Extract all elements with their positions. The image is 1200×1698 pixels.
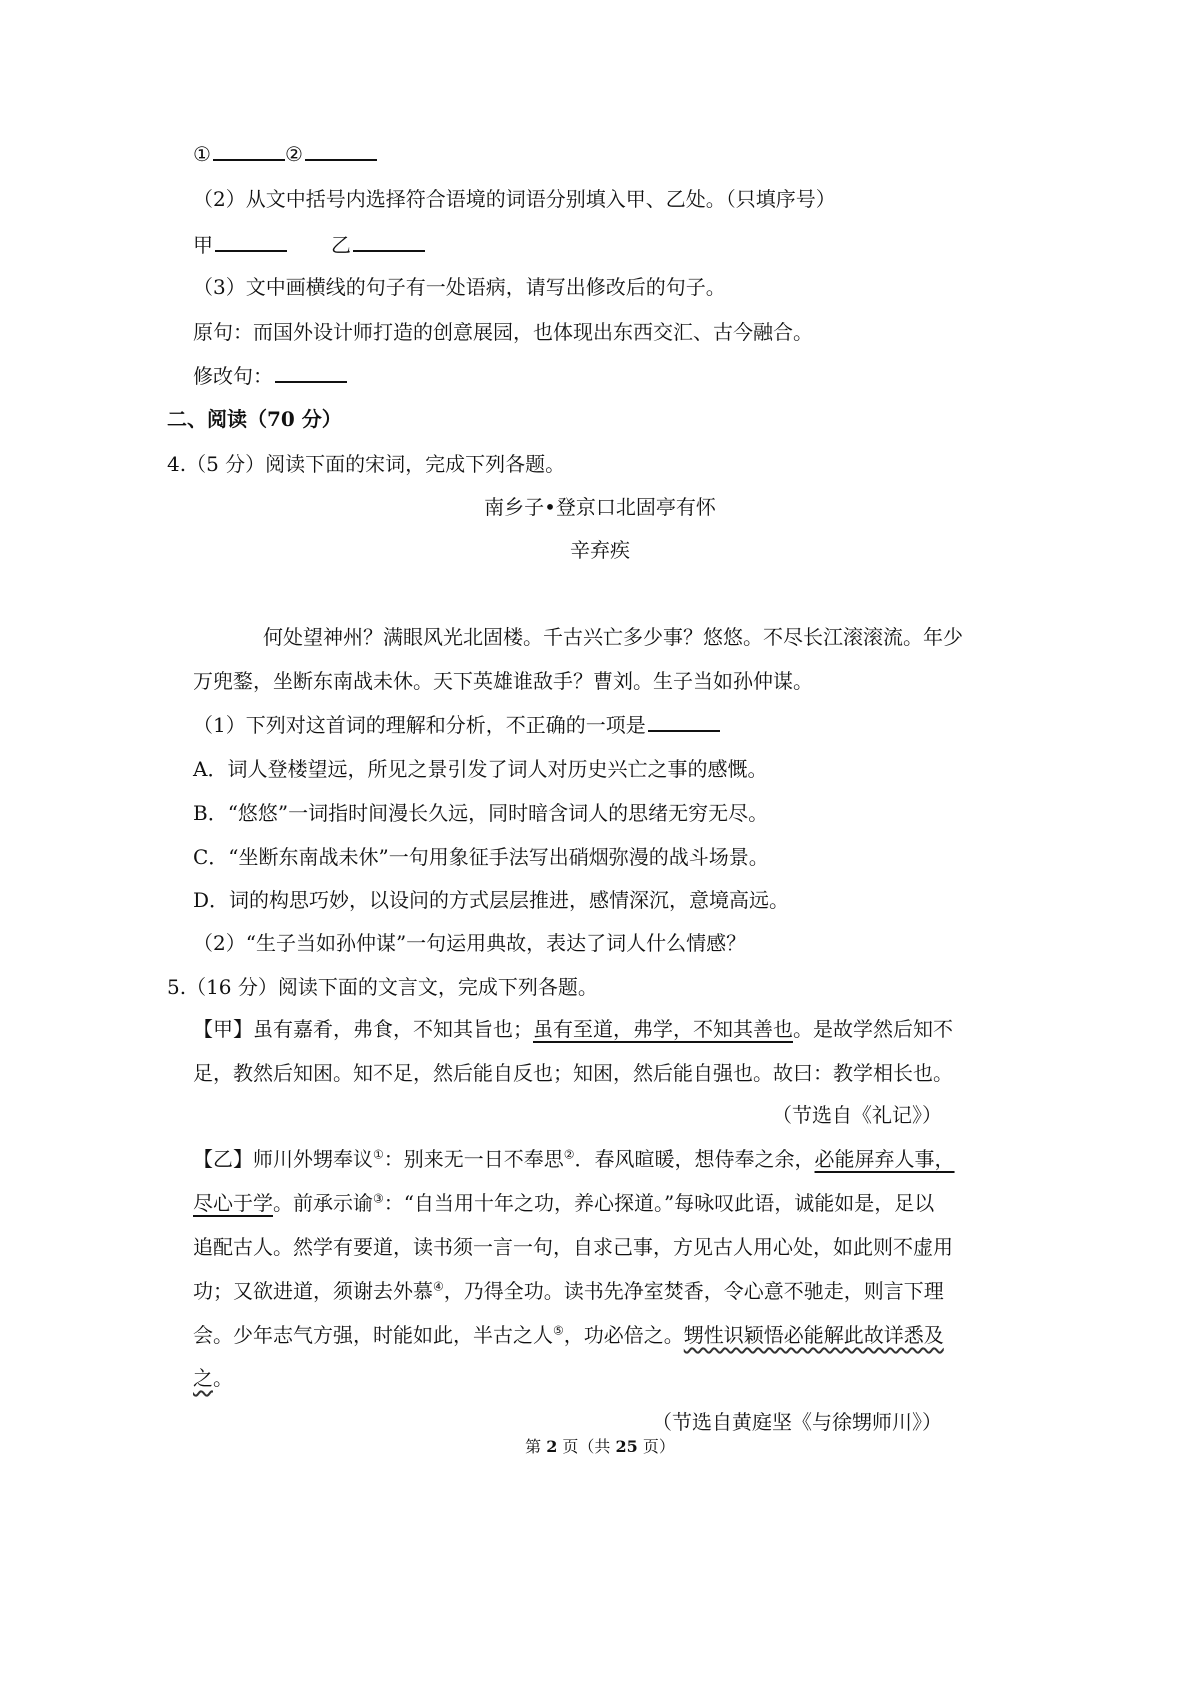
jia-text-a: 【甲】虽有嘉肴，弗食，不知其旨也； (193, 1017, 533, 1041)
question-3-3: （3）文中画横线的句子有一处语病，请写出修改后的句子。 (193, 275, 726, 299)
passage-jia-source: （节选自《礼记》） (772, 1103, 942, 1127)
yi-text: ，乃得全功。读书先净室焚香，令心意不驰走，则言下理 (443, 1279, 944, 1303)
yi-wavy-underlined-sentence: 之 (193, 1366, 213, 1390)
page-total: 25 (615, 1437, 638, 1456)
revised-sentence (193, 361, 347, 391)
yi-text: ．春风暄暖，想侍奉之余， (574, 1147, 815, 1171)
footnote-1: ① (373, 1147, 384, 1162)
passage-yi-line-4 (193, 1276, 944, 1306)
page-number: 2 (546, 1437, 558, 1456)
label-yi: 乙 (331, 233, 351, 257)
circle-1: ① (193, 142, 211, 166)
label-jia: 甲 (193, 233, 213, 257)
yi-underlined-sentence: 尽心于学 (193, 1191, 273, 1215)
footnote-2: ② (563, 1147, 575, 1162)
poem-line-2: 万兜鍪，坐断东南战未休。天下英雄谁敌手？曹刘。生子当如孙仲谋。 (193, 669, 813, 693)
question-4: 4.（5 分）阅读下面的宋词，完成下列各题。 (167, 452, 566, 476)
answer-blanks-2 (193, 230, 425, 260)
option-c: C．“坐断东南战未休”一句用象征手法写出硝烟弥漫的战斗场景。 (193, 845, 769, 869)
footer-text: 页（共 (557, 1437, 616, 1456)
passage-yi-line-3: 追配古人。然学有要道，读书须一言一句，自求己事，方见古人用心处，如此则不虚用 (193, 1235, 953, 1259)
passage-yi-source: （节选自黄庭坚《与徐甥师川》） (652, 1410, 942, 1434)
answer-blanks-1 (193, 139, 377, 169)
yi-underlined-sentence: 必能屏弃人事， (814, 1147, 955, 1171)
passage-jia-line-1 (193, 1014, 953, 1044)
blank-2[interactable] (305, 139, 377, 161)
option-d: D．词的构思巧妙，以设问的方式层层推进，感情深沉，意境高远。 (193, 888, 790, 912)
footnote-4: ④ (433, 1279, 444, 1294)
blank-yi[interactable] (353, 230, 425, 252)
poem-title: 南乡子•登京口北固亭有怀 (484, 495, 716, 519)
blank-1[interactable] (213, 139, 285, 161)
passage-yi-line-6 (193, 1363, 233, 1393)
yi-text: 功；又欲进道，须谢去外慕 (193, 1279, 433, 1303)
question-4-2: （2）“生子当如孙仲谋”一句运用典故，表达了词人什么情感？ (193, 931, 747, 955)
question-4-1-text: （1）下列对这首词的理解和分析，不正确的一项是 (193, 713, 646, 737)
question-4-1 (193, 710, 720, 740)
yi-text: 【乙】师川外甥奉议 (193, 1147, 373, 1171)
option-a: A．词人登楼望远，所见之景引发了词人对历史兴亡之事的感慨。 (193, 757, 768, 781)
yi-text: ：别来无一日不奉思 (383, 1147, 564, 1171)
blank-revised[interactable] (275, 361, 347, 383)
section-2-heading: 二、阅读（70 分） (167, 407, 342, 431)
circle-2: ② (284, 142, 303, 166)
question-5: 5.（16 分）阅读下面的文言文，完成下列各题。 (167, 975, 598, 999)
footer-text: 第 (525, 1437, 547, 1456)
original-sentence: 原句：而国外设计师打造的创意展园，也体现出东西交汇、古今融合。 (193, 320, 813, 344)
option-b: B．“悠悠”一词指时间漫长久远，同时暗含词人的思绪无穷无尽。 (193, 801, 769, 825)
passage-jia-line-2: 足，教然后知困。知不足，然后能自反也；知困，然后能自强也。故曰：教学相长也。 (193, 1061, 953, 1085)
blank-jia[interactable] (215, 230, 287, 252)
passage-yi-line-1 (193, 1144, 955, 1174)
yi-text: 。 (213, 1366, 233, 1390)
footer-text: 页） (637, 1437, 675, 1456)
yi-text: 。前承示谕 (273, 1191, 373, 1215)
poem-line-1: 何处望神州？满眼风光北固楼。千古兴亡多少事？悠悠。不尽长江滚滚流。年少 (263, 625, 963, 649)
yi-text: ，功必倍之。 (563, 1323, 684, 1347)
poem-author: 辛弃疾 (570, 538, 630, 562)
page-footer (0, 1432, 1200, 1462)
blank-4-1[interactable] (648, 710, 720, 732)
jia-text-c: 。是故学然后知不 (793, 1017, 953, 1041)
yi-wavy-underlined-sentence: 甥性识颖悟必能解此故详悉及 (683, 1323, 944, 1347)
passage-yi-line-5 (193, 1320, 944, 1350)
footnote-3: ③ (373, 1191, 384, 1206)
yi-text: ：“自当用十年之功，养心探道。”每咏叹此语，诚能如是，足以 (383, 1191, 935, 1215)
passage-yi-line-2 (193, 1188, 934, 1218)
revised-label: 修改句： (193, 364, 273, 388)
jia-underlined-sentence: 虽有至道，弗学，不知其善也 (533, 1017, 793, 1041)
yi-text: 会。少年志气方强，时能如此，半古之人 (193, 1323, 553, 1347)
footnote-5: ⑤ (553, 1323, 564, 1338)
question-3-2: （2）从文中括号内选择符合语境的词语分别填入甲、乙处。（只填序号） (193, 187, 836, 211)
